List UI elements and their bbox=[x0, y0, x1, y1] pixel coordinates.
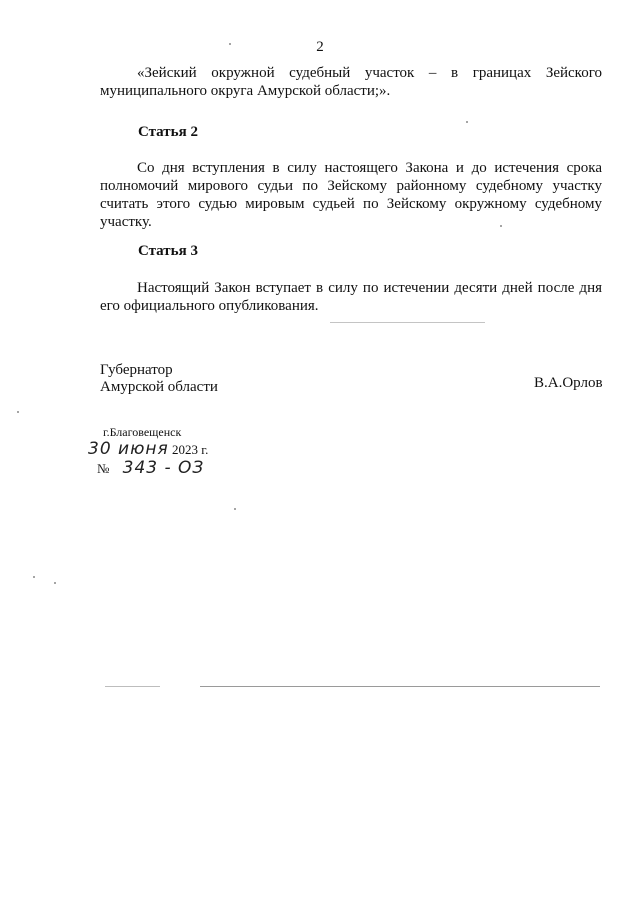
scan-speck bbox=[500, 225, 502, 227]
article-3-heading: Статья 3 bbox=[138, 243, 198, 259]
scan-speck bbox=[54, 582, 56, 584]
article-3-text: Настоящий Закон вступает в силу по истечении десяти дней после дня его официального опубликования. bbox=[100, 280, 602, 314]
page-number: 2 bbox=[316, 39, 324, 55]
article-2-text: Со дня вступления в силу настоящего Закона и до истечения срока полномочий мирового судьи по Зейскому районному судебному участку считать этого судью мировым судьей по Зейскому окружному судебному участку. bbox=[100, 160, 602, 230]
scan-speck bbox=[33, 576, 35, 578]
date-year: 2023 г. bbox=[172, 442, 209, 457]
scan-artifact-line bbox=[200, 686, 600, 687]
scan-artifact-line bbox=[105, 686, 160, 687]
signatory-title bbox=[100, 362, 218, 396]
scan-speck bbox=[229, 43, 231, 45]
place-of-signing: г.Благовещенск bbox=[103, 425, 182, 439]
signatory-name: В.А.Орлов bbox=[534, 375, 603, 391]
article-2-heading: Статья 2 bbox=[138, 124, 198, 140]
scan-speck bbox=[17, 411, 19, 413]
scan-speck bbox=[466, 121, 468, 123]
law-number bbox=[97, 458, 204, 478]
scan-speck bbox=[234, 508, 236, 510]
quote-paragraph: «Зейский окружной судебный участок – в границах Зейского муниципального округа Амурской области;». bbox=[100, 65, 602, 99]
scan-artifact-line bbox=[330, 322, 485, 323]
signatory-title-line1: Губернатор bbox=[100, 362, 173, 378]
number-sign: № bbox=[97, 461, 110, 476]
handwritten-date: 30 июня bbox=[88, 439, 169, 459]
signing-date bbox=[88, 439, 208, 459]
handwritten-number: 343 - ОЗ bbox=[122, 458, 205, 478]
signatory-title-line2: Амурской области bbox=[100, 379, 218, 395]
